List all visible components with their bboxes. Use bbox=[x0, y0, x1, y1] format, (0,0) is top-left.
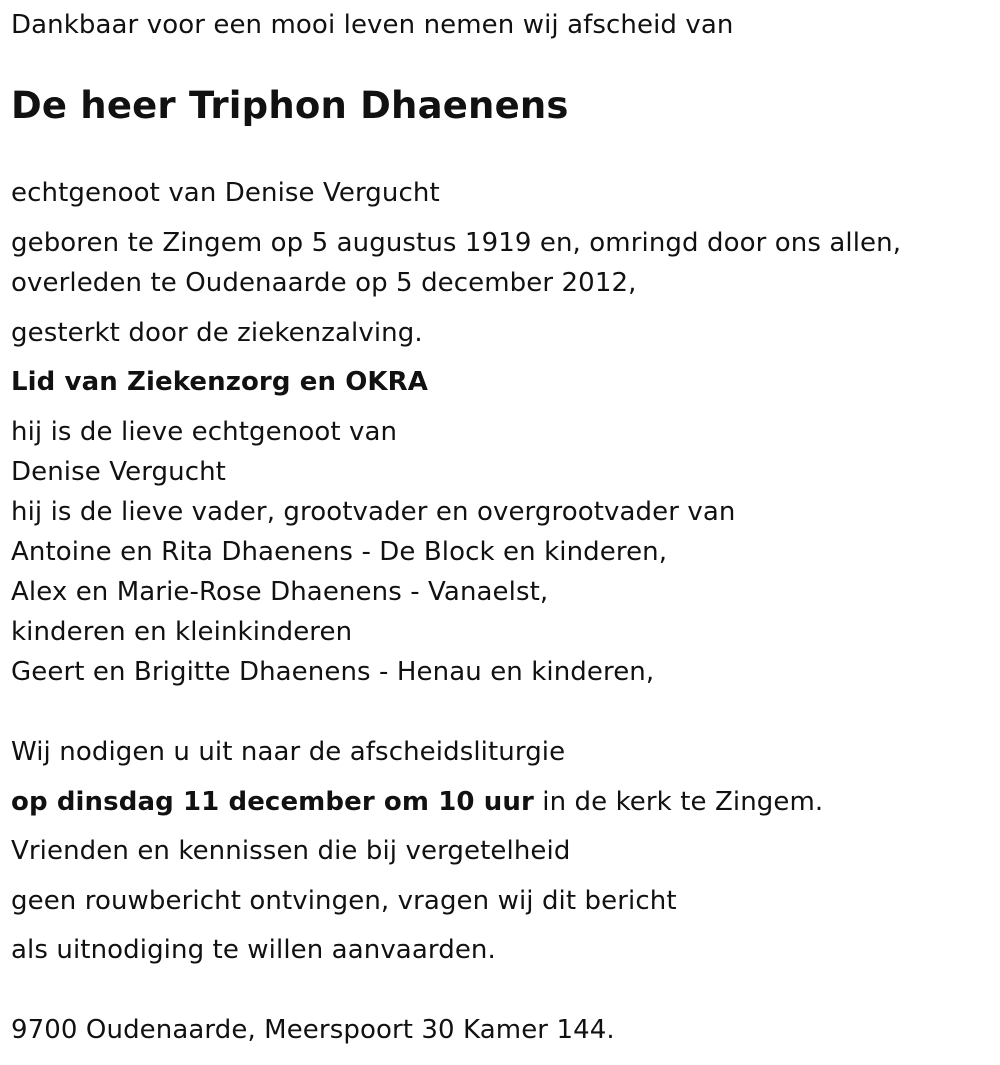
invitation-datetime-line bbox=[11, 786, 823, 818]
invitation-line: Vrienden en kennissen die bij vergetelheid bbox=[11, 836, 571, 866]
family-line: hij is de lieve echtgenoot van bbox=[11, 417, 398, 447]
invitation-line: Wij nodigen u uit naar de afscheidsliturgie bbox=[11, 737, 566, 767]
family-line: kinderen en kleinkinderen bbox=[11, 617, 353, 647]
spouse-line: echtgenoot van Denise Vergucht bbox=[11, 178, 440, 208]
intro-text: Dankbaar voor een mooi leven nemen wij afscheid van bbox=[11, 10, 734, 40]
membership-line: Lid van Ziekenzorg en OKRA bbox=[11, 367, 429, 397]
invitation-line: als uitnodiging te willen aanvaarden. bbox=[11, 935, 496, 965]
sacrament-line: gesterkt door de ziekenzalving. bbox=[11, 318, 423, 348]
family-line: Alex en Marie-Rose Dhaenens - Vanaelst, bbox=[11, 577, 549, 607]
address-line: 9700 Oudenaarde, Meerspoort 30 Kamer 144. bbox=[11, 1015, 615, 1045]
family-line: Geert en Brigitte Dhaenens - Henau en kinderen, bbox=[11, 657, 655, 687]
family-line: hij is de lieve vader, grootvader en overgrootvader van bbox=[11, 497, 736, 527]
death-line: overleden te Oudenaarde op 5 december 2012, bbox=[11, 268, 637, 298]
family-line: Antoine en Rita Dhaenens - De Block en kinderen, bbox=[11, 537, 668, 567]
deceased-name: De heer Triphon Dhaenens bbox=[11, 84, 569, 127]
invitation-line: geen rouwbericht ontvingen, vragen wij dit bericht bbox=[11, 886, 677, 916]
service-location: in de kerk te Zingem. bbox=[533, 787, 824, 817]
family-line: Denise Vergucht bbox=[11, 457, 226, 487]
birth-line: geboren te Zingem op 5 augustus 1919 en, omringd door ons allen, bbox=[11, 228, 902, 258]
service-datetime: op dinsdag 11 december om 10 uur bbox=[11, 787, 534, 817]
